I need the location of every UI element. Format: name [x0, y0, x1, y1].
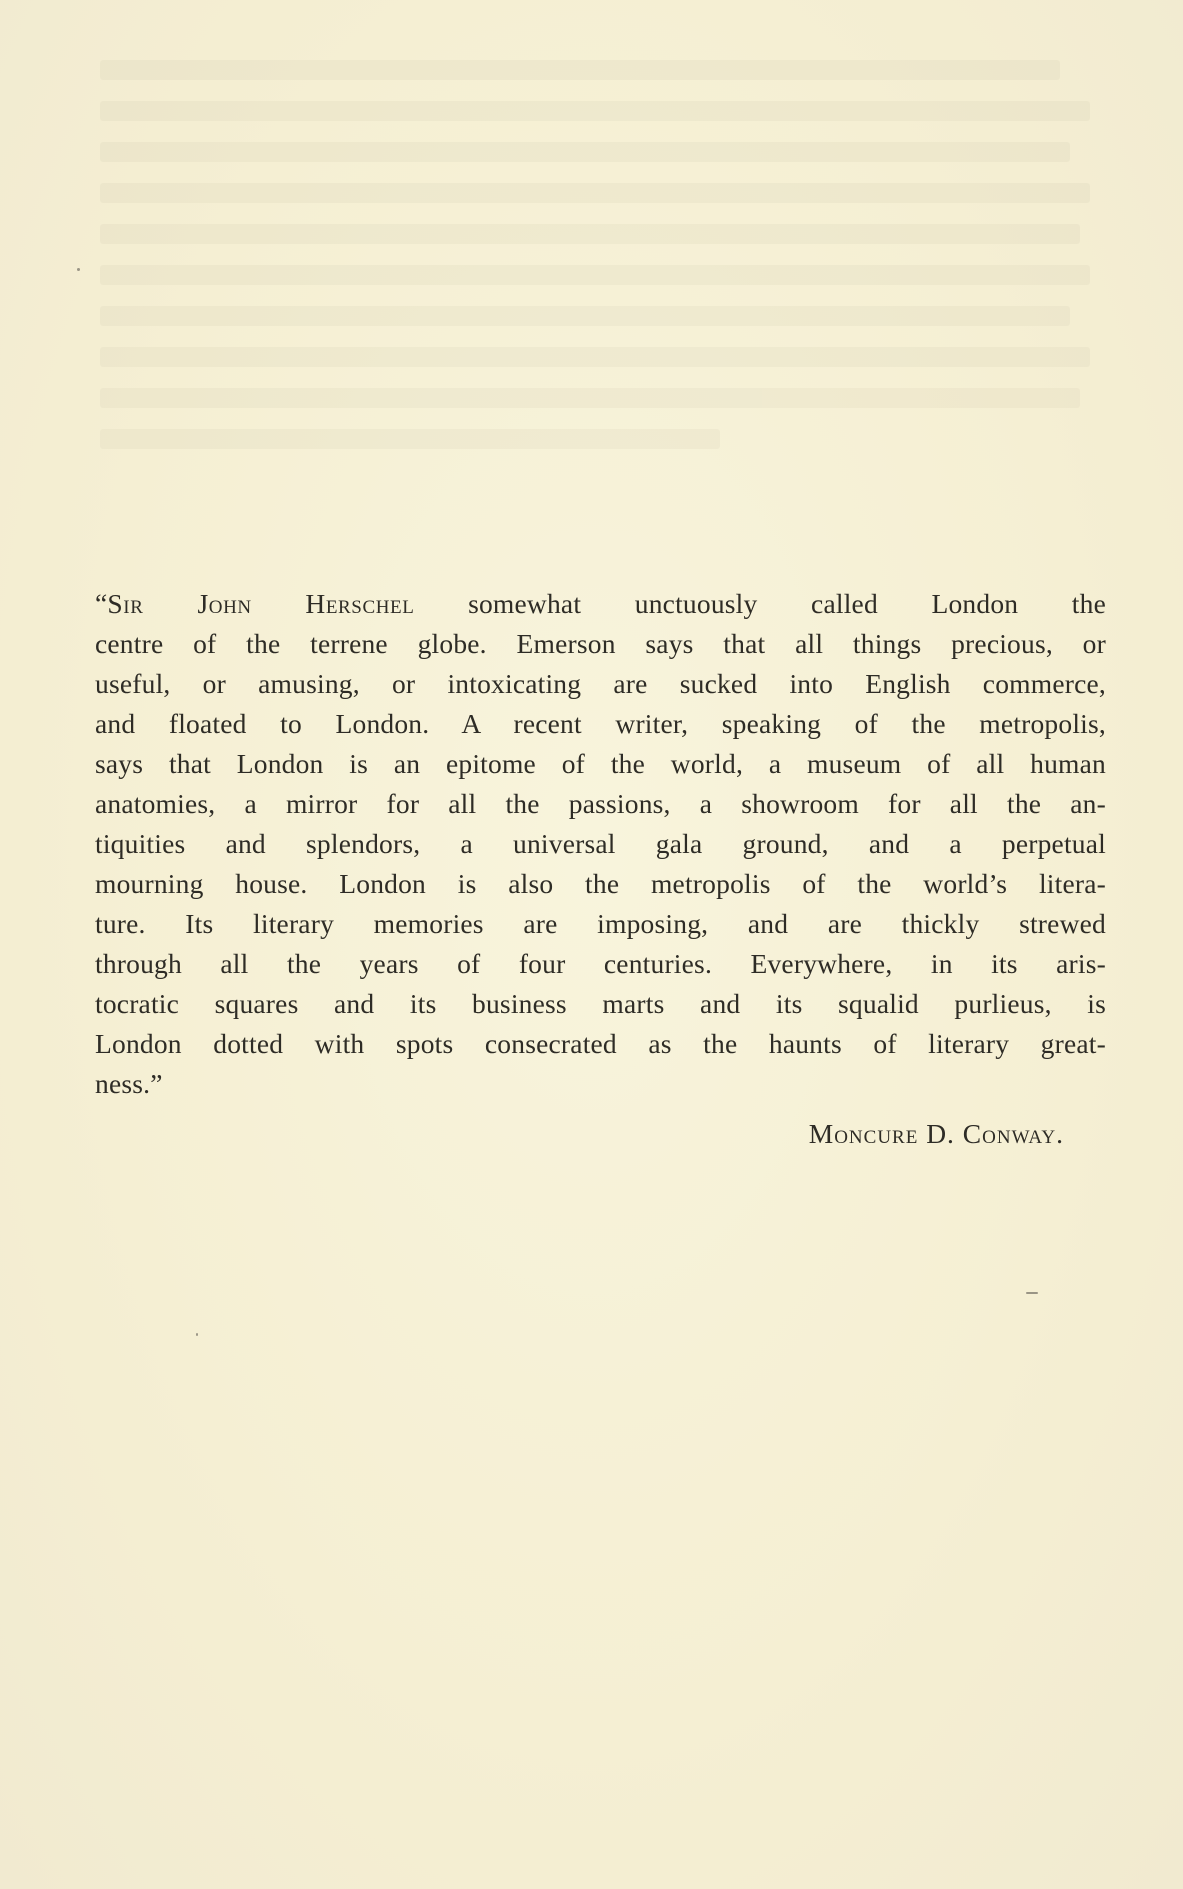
quote-line: mourning house. London is also the metropolis of the world’s litera- — [95, 868, 1106, 899]
quote-line: tocratic squares and its business marts and its squalid purlieus, is — [95, 988, 1106, 1019]
paper-speck — [1026, 1292, 1038, 1294]
quote-line-1: “Sir John Herschel somewhat unctuously called London the — [95, 588, 1107, 619]
paper-speck — [196, 1333, 198, 1336]
quote-line: through all the years of four centuries. Everywhere, in its aris- — [95, 948, 1106, 979]
paper-speck — [77, 268, 80, 271]
quote-line: anatomies, a mirror for all the passions, a showroom for all the an- — [95, 788, 1106, 819]
quote-line: ture. Its literary memories are imposing, and are thickly strewed — [95, 908, 1106, 939]
quote-line: and floated to London. A recent writer, speaking of the metropolis, — [95, 708, 1106, 739]
quote-line: useful, or amusing, or intoxicating are sucked into English commerce, — [95, 668, 1106, 699]
quote-line: London dotted with spots consecrated as the haunts of literary great- — [95, 1028, 1106, 1059]
quote-line: tiquities and splendors, a universal gala ground, and a perpetual — [95, 828, 1106, 859]
attribution: Moncure D. Conway. — [808, 1118, 1064, 1149]
quoted-person-name: Sir John — [107, 588, 252, 619]
quotation — [95, 584, 1106, 1104]
quote-line: says that London is an epitome of the world, a museum of all human — [95, 748, 1106, 779]
quote-line: centre of the terrene globe. Emerson says that all things precious, or — [95, 628, 1106, 659]
quote-line-last: ness.” — [95, 1068, 163, 1099]
quoted-person-surname: Herschel — [305, 588, 415, 619]
bleed-through-text — [100, 60, 1100, 580]
